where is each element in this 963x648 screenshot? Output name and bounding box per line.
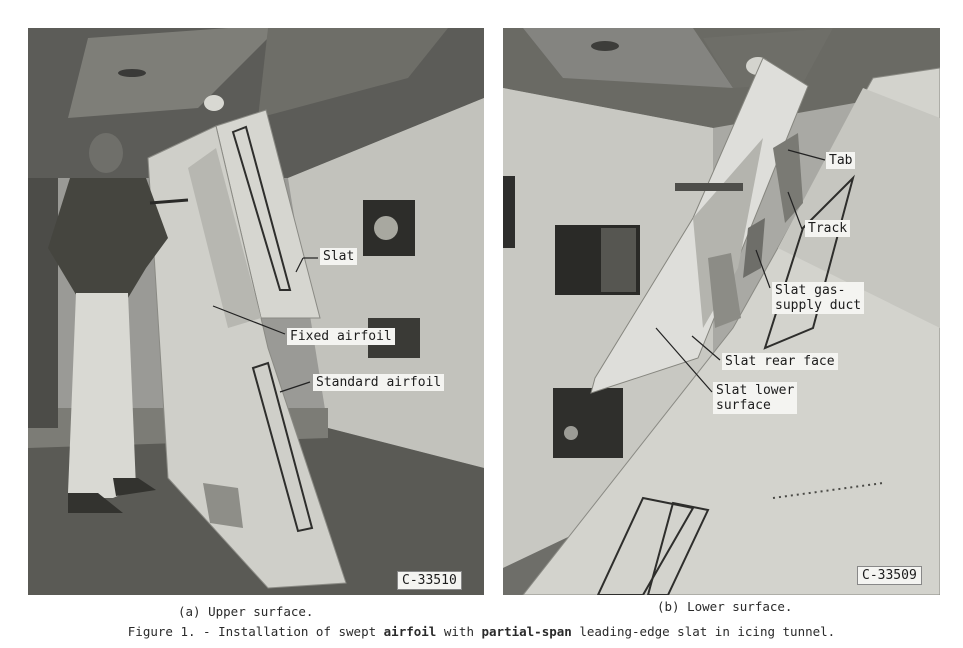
figure-caption-prefix: Figure 1. - Installation of swept [127, 624, 384, 639]
photo-number-a: C-33510 [397, 571, 462, 590]
callout-slat: Slat [320, 248, 357, 265]
callout-slat-lower-surface [713, 382, 797, 414]
callout-gas-duct-line2: supply duct [775, 298, 862, 313]
photo-number-b: C-33509 [857, 566, 922, 585]
figure-caption-bold1: airfoil [383, 624, 437, 639]
figure-caption-suffix: leading-edge slat in icing tunnel. [571, 624, 836, 639]
callout-fixed-airfoil: Fixed airfoil [287, 328, 395, 345]
figure-caption-bold2: partial-span [481, 624, 572, 639]
figure-caption [0, 624, 963, 639]
caption-a: (a) Upper surface. [178, 604, 314, 619]
callout-slat-gas-supply-duct [772, 282, 864, 314]
callout-tab: Tab [826, 152, 855, 169]
callout-slat-rear-face: Slat rear face [722, 353, 838, 370]
callout-track: Track [805, 220, 850, 237]
callout-lower-surface-line2: surface [716, 398, 771, 413]
callout-gas-duct-line1: Slat gas- [775, 283, 846, 298]
callout-standard-airfoil: Standard airfoil [313, 374, 444, 391]
callout-lower-surface-line1: Slat lower [716, 383, 795, 398]
caption-b: (b) Lower surface. [657, 599, 793, 614]
figure-caption-mid1: with [436, 624, 482, 639]
